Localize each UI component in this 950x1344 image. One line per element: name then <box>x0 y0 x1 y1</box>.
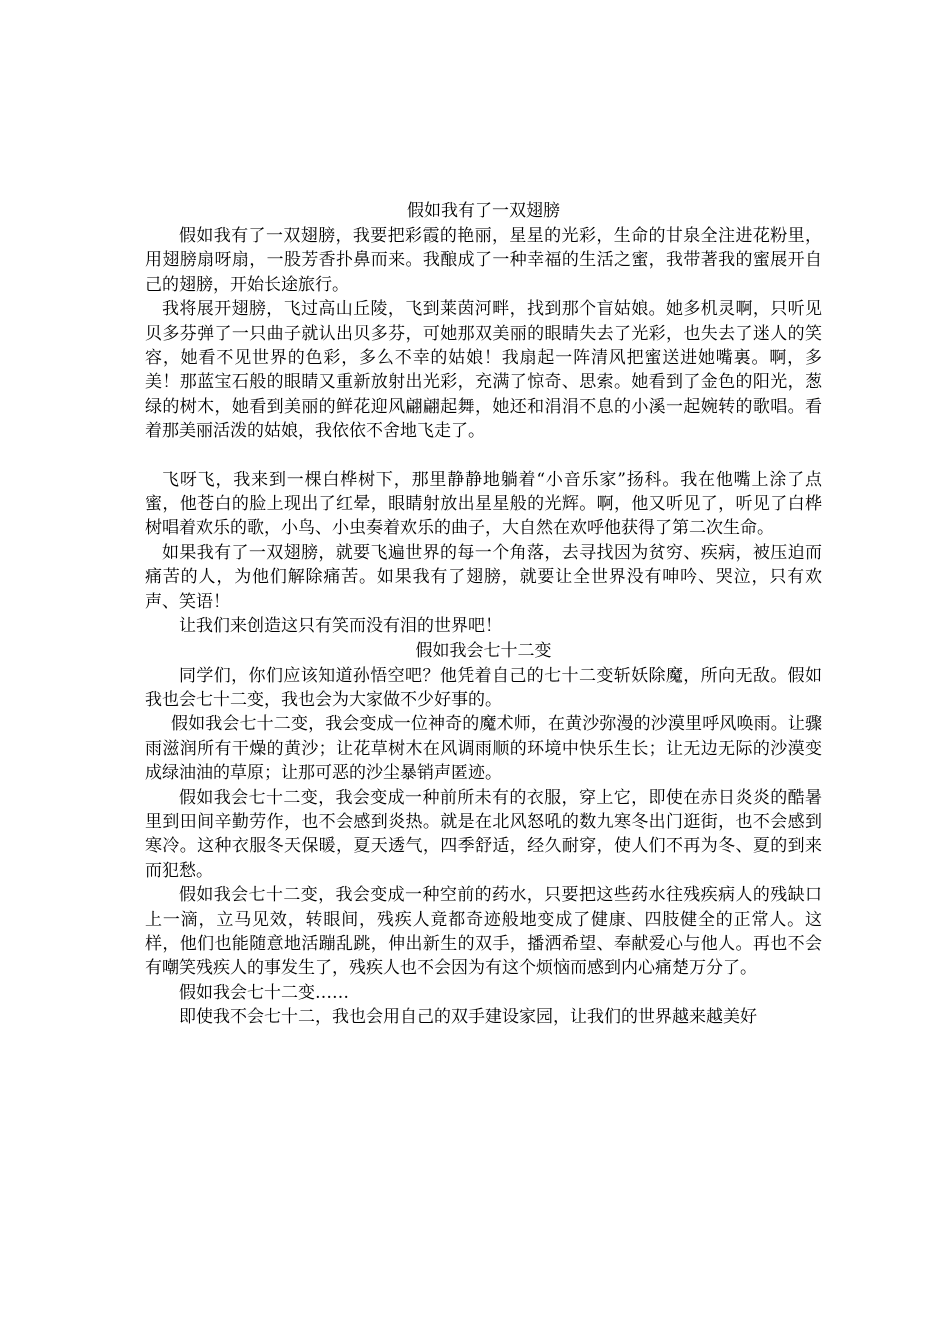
essay1-paragraph-2: 我将展开翅膀，飞过高山丘陵，飞到莱茵河畔，找到那个盲姑娘。她多机灵啊，只听见贝多芬弹了一只曲子就认出贝多芬，可她那双美丽的眼睛失去了光彩，也失去了迷人的笑容，她看不见世界的色彩，多么不幸的姑娘！我扇起一阵清风把蜜送进她嘴裏。啊，多美！那蓝宝石般的眼睛又重新放射出光彩，充满了惊奇、思索。她看到了金色的阳光，葱绿的树木，她看到美丽的鲜花迎风翩翩起舞，她还和涓涓不息的小溪一起婉转的歌唱。看着那美丽活泼的姑娘，我依依不舍地飞走了。 <box>145 299 822 442</box>
essay2-paragraph-1: 同学们，你们应该知道孙悟空吧？他凭着自己的七十二变斩妖除魔，所向无敌。假如我也会七十二变，我也会为大家做不少好事的。 <box>145 665 822 710</box>
blank-line <box>145 444 822 468</box>
essay2-paragraph-5: 假如我会七十二变…… <box>179 982 349 1003</box>
essay2-paragraph-2: 假如我会七十二变，我会变成一位神奇的魔术师，在黄沙弥漫的沙漠里呼风唤雨。让骤雨滋润所有干燥的黄沙；让花草树木在风调雨顺的环境中快乐生长；让无边无际的沙漠变成绿油油的草原；让那可恶的沙尘暴销声匿迹。 <box>145 714 822 784</box>
essay2-paragraph-4: 假如我会七十二变，我会变成一种空前的药水，只要把这些药水往残疾病人的残缺口上一滴，立马见效，转眼间，残疾人竟都奇迹般地变成了健康、四肢健全的正常人。这样，他们也能随意地活蹦乱跳，伸出新生的双手，播洒希望、奉献爱心与他人。再也不会有嘲笑残疾人的事发生了，残疾人也不会因为有这个烦恼而感到内心痛楚万分了。 <box>145 885 822 979</box>
document-page <box>145 199 822 1030</box>
essay2-title: 假如我会七十二变 <box>415 640 552 661</box>
essay1-paragraph-4: 如果我有了一双翅膀，就要飞遍世界的每一个角落，去寻找因为贫穷、疾病，被压迫而痛苦的人，为他们解除痛苦。如果我有了翅膀，就要让全世界没有呻吟、哭泣，只有欢声、笑语！ <box>145 542 822 612</box>
essay1-paragraph-1: 假如我有了一双翅膀，我要把彩霞的艳丽，星星的光彩，生命的甘泉全注进花粉里，用翅膀扇呀扇，一股芳香扑鼻而来。我酿成了一种幸福的生活之蜜，我带著我的蜜展开自己的翅膀，开始长途旅行。 <box>145 226 822 295</box>
essay2-paragraph-3: 假如我会七十二变，我会变成一种前所未有的衣服，穿上它，即使在赤日炎炎的酷暑里到田间辛勤劳作，也不会感到炎热。就是在北风怒吼的数九寒冬出门逛街，也不会感到寒冷。这种衣服冬天保暖，夏天透气，四季舒适，经久耐穿，使人们不再为冬、夏的到来而犯愁。 <box>145 787 822 881</box>
essay1-paragraph-5: 让我们来创造这只有笑而没有泪的世界吧！ <box>179 616 502 637</box>
essay1-title: 假如我有了一双翅膀 <box>407 201 560 221</box>
essay2-paragraph-6: 即使我不会七十二，我也会用自己的双手建设家园，让我们的世界越来越美好 <box>179 1007 757 1028</box>
essay1-paragraph-3: 飞呀飞，我来到一棵白桦树下，那里静静地躺着“小音乐家”扬科。我在他嘴上涂了点蜜，他苍白的脸上现出了红晕，眼睛射放出星星般的光辉。啊，他又听见了，听见了白桦树唱着欢乐的歌，小鸟、小虫奏着欢乐的曲子，大自然在欢呼他获得了第二次生命。 <box>145 469 822 539</box>
